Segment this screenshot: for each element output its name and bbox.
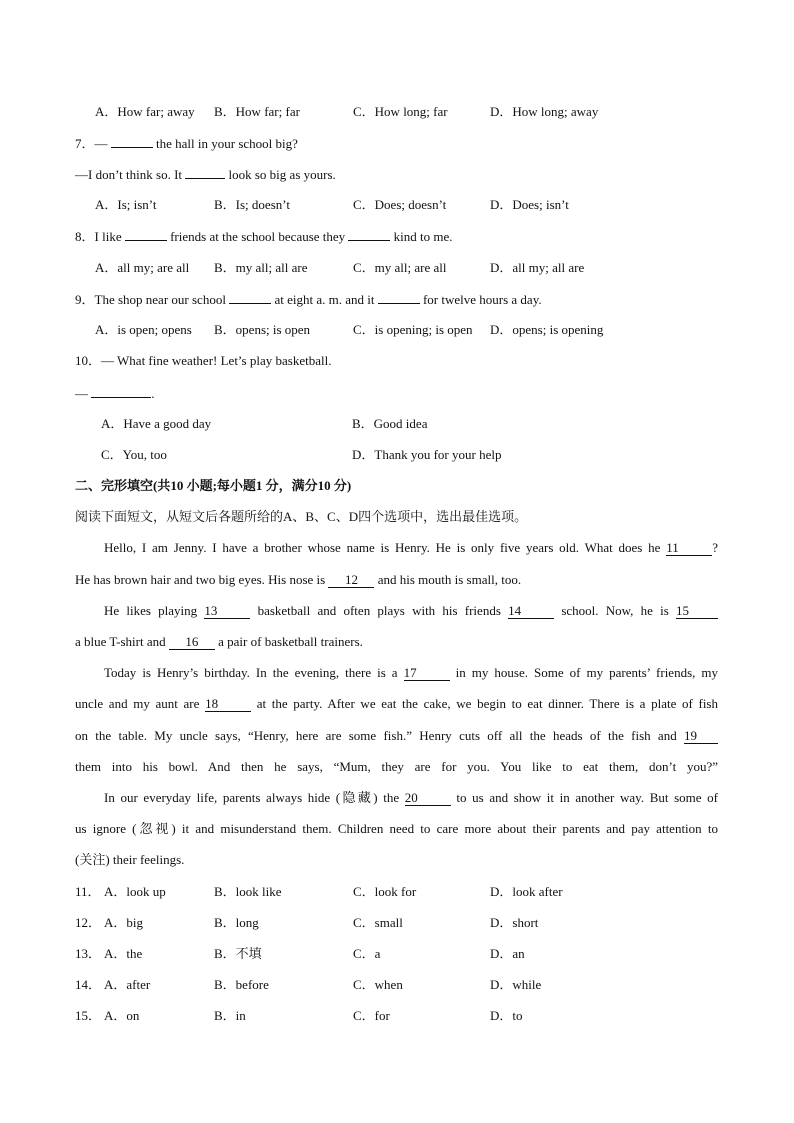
- choice-number: 15．: [75, 1008, 102, 1023]
- q7-option-a[interactable]: A．Is; isn’t: [95, 197, 157, 212]
- q6-option-b[interactable]: B．How far; far: [214, 104, 300, 119]
- q10-option-a[interactable]: A．Have a good day: [101, 416, 212, 431]
- passage-text: Today is Henry’s birthday. In the evening, there is a: [104, 665, 398, 680]
- q9-option-d[interactable]: D．opens; is opening: [490, 322, 604, 337]
- passage-line: [75, 571, 521, 589]
- passage-text: in my house. Some of my parents’ friends, my: [455, 665, 719, 680]
- choice-option-a[interactable]: A．after: [104, 977, 151, 992]
- q8-option-b[interactable]: B．my all; all are: [214, 260, 308, 275]
- q7-text: look so big as yours.: [225, 167, 336, 182]
- q9-text: for twelve hours a day.: [419, 292, 542, 307]
- q10-stem: [75, 352, 331, 370]
- cloze-blank-20: 20: [405, 791, 451, 806]
- passage-line: [104, 539, 718, 557]
- cloze-blank-13: 13: [204, 604, 250, 619]
- passage-text: He likes playing: [104, 603, 198, 618]
- passage-text: a blue T-shirt and: [75, 634, 166, 649]
- q6-option-d[interactable]: D．How long; away: [490, 104, 599, 119]
- choice-number: 14．: [75, 977, 102, 992]
- passage-text: basketball and often plays with his friends: [257, 603, 501, 618]
- choice-option-c[interactable]: C．for: [353, 1008, 390, 1023]
- choice-option-b[interactable]: B．不填: [214, 946, 262, 961]
- choice-option-c[interactable]: C．when: [353, 977, 403, 992]
- cloze-blank-14: 14: [508, 604, 554, 619]
- q10-option-c[interactable]: C．You, too: [101, 447, 167, 462]
- choice-option-b[interactable]: B．before: [214, 977, 269, 992]
- q7-text: the hall in your school big?: [152, 136, 298, 151]
- cloze-blank-16: 16: [169, 635, 215, 650]
- passage-text: at the party. After we eat the cake, we begin to eat dinner. There is a plate of fish: [256, 696, 718, 711]
- choice-option-d[interactable]: D．while: [490, 977, 542, 992]
- passage-line: (关注) their feelings.: [75, 852, 185, 867]
- passage-line: us ignore (忽视) it and misunderstand them. Children need to care more about their parents and pay attention to: [75, 821, 718, 836]
- cloze-blank-17: 17: [404, 666, 450, 681]
- q8-number: 8．: [75, 229, 95, 244]
- q7-option-c[interactable]: C．Does; doesn’t: [353, 197, 447, 212]
- q10-text: — What fine weather! Let’s play basketball.: [101, 353, 332, 368]
- q10-blank: [91, 384, 151, 398]
- passage-text: Hello, I am Jenny. I have a brother whose name is Henry. He is only five years old. What does he: [104, 540, 661, 555]
- q9-option-a[interactable]: A．is open; opens: [95, 322, 192, 337]
- q7-number: 7．: [75, 136, 95, 151]
- choice-option-b[interactable]: B．in: [214, 1008, 246, 1023]
- q7-option-d[interactable]: D．Does; isn’t: [490, 197, 569, 212]
- q10-text: .: [151, 386, 155, 401]
- choice-number: 12．: [75, 915, 102, 930]
- choice-option-b[interactable]: B．look like: [214, 884, 282, 899]
- passage-text: He has brown hair and two big eyes. His nose is: [75, 572, 326, 587]
- q8-blank-2: [348, 227, 390, 241]
- passage-text: a pair of basketball trainers.: [218, 634, 363, 649]
- q9-stem: [75, 290, 542, 309]
- choice-option-b[interactable]: B．long: [214, 915, 259, 930]
- q8-option-c[interactable]: C．my all; are all: [353, 260, 447, 275]
- passage-text: and his mouth is small, too.: [377, 572, 522, 587]
- choice-option-d[interactable]: D．short: [490, 915, 539, 930]
- q7-text: —: [94, 136, 111, 151]
- choice-option-c[interactable]: C．look for: [353, 884, 417, 899]
- q8-text: friends at the school because they: [166, 229, 349, 244]
- q10-option-b[interactable]: B．Good idea: [352, 416, 428, 431]
- choice-number: 11．: [75, 884, 101, 899]
- q8-text: kind to me.: [390, 229, 453, 244]
- passage-text: ?: [712, 540, 718, 555]
- choice-option-a[interactable]: A．big: [104, 915, 144, 930]
- q6-option-a[interactable]: A．How far; away: [95, 104, 195, 119]
- choice-option-a[interactable]: A．the: [104, 946, 143, 961]
- q7-response: [75, 165, 336, 184]
- q8-option-d[interactable]: D．all my; all are: [490, 260, 585, 275]
- q9-blank-1: [229, 290, 271, 304]
- section-instruction: 阅读下面短文，从短文后各题所给的A、B、C、D四个选项中，选出最佳选项。: [75, 509, 528, 524]
- choice-option-c[interactable]: C．a: [353, 946, 381, 961]
- choice-option-d[interactable]: D．to: [490, 1008, 523, 1023]
- q10-response: [75, 384, 155, 403]
- choice-option-d[interactable]: D．look after: [490, 884, 563, 899]
- q8-blank-1: [125, 227, 167, 241]
- q10-option-d[interactable]: D．Thank you for your help: [352, 447, 502, 462]
- q8-text: I like: [94, 229, 125, 244]
- passage-line: [75, 633, 363, 651]
- q6-option-c[interactable]: C．How long; far: [353, 104, 448, 119]
- passage-line: them into his bowl. And then he says, “Mum, they are for you. You like to eat them, don’t you?”: [75, 759, 718, 774]
- choice-option-c[interactable]: C．small: [353, 915, 403, 930]
- cloze-blank-15: 15: [676, 604, 718, 619]
- q9-text: at eight a. m. and it: [271, 292, 378, 307]
- passage-text: to us and show it in another way. But some of: [456, 790, 719, 805]
- choice-option-a[interactable]: A．look up: [104, 884, 166, 899]
- cloze-blank-12: 12: [328, 573, 374, 588]
- q9-blank-2: [378, 290, 420, 304]
- q7-blank-2: [185, 165, 225, 179]
- section-heading: 二、完形填空(共10 小题;每小题1 分，满分10 分): [75, 478, 352, 493]
- cloze-blank-19: 19: [684, 729, 718, 744]
- choice-option-a[interactable]: A．on: [104, 1008, 140, 1023]
- passage-line: [104, 602, 718, 620]
- q8-option-a[interactable]: A．all my; are all: [95, 260, 190, 275]
- q7-blank-1: [111, 134, 153, 148]
- q9-text: The shop near our school: [94, 292, 230, 307]
- passage-line: [104, 664, 718, 682]
- choice-number: 13．: [75, 946, 102, 961]
- q7-option-b[interactable]: B．Is; doesn’t: [214, 197, 290, 212]
- q9-option-b[interactable]: B．opens; is open: [214, 322, 311, 337]
- passage-text: In our everyday life, parents always hide (隐藏) the: [104, 790, 400, 805]
- q8-stem: [75, 227, 453, 246]
- passage-line: [75, 727, 718, 745]
- choice-option-d[interactable]: D．an: [490, 946, 525, 961]
- q7-stem: [75, 134, 298, 153]
- cloze-blank-11: 11: [666, 541, 712, 556]
- passage-line: [104, 789, 718, 807]
- cloze-blank-18: 18: [205, 697, 251, 712]
- q10-text: —: [75, 386, 92, 401]
- passage-text: school. Now, he is: [561, 603, 669, 618]
- q9-option-c[interactable]: C．is opening; is open: [353, 322, 473, 337]
- q7-text: —I don’t think so. It: [75, 167, 186, 182]
- passage-text: uncle and my aunt are: [75, 696, 200, 711]
- q10-number: 10．: [75, 353, 102, 368]
- passage-text: on the table. My uncle says, “Henry, here are some fish.” Henry cuts off all the heads of the fish and: [75, 728, 677, 743]
- q9-number: 9．: [75, 292, 95, 307]
- passage-line: [75, 695, 718, 713]
